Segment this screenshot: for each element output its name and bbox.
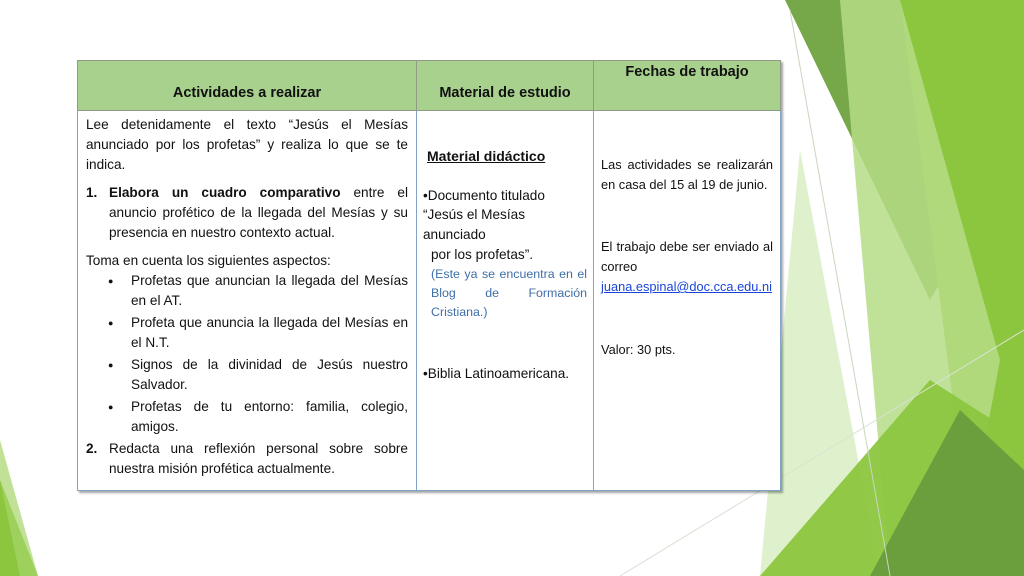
activities-cell	[78, 111, 417, 491]
activity-item-2	[86, 439, 408, 479]
dates-schedule: Las actividades se realizarán en casa del 15 al 19 de junio.	[601, 157, 773, 192]
material-doc-line-2: “Jesús el Mesías anunciado	[423, 207, 525, 242]
aspects-list	[86, 271, 408, 437]
material-doc-line-3: por los profetas”.	[431, 247, 533, 262]
activity-item-2-text: Redacta una reflexión personal sobre sobre nuestra misión profética actualmente.	[109, 441, 408, 476]
activities-intro: Lee detenidamente el texto “Jesús el Mesías anunciado por los profetas” y realiza lo que se te indica.	[86, 117, 408, 172]
aspect-item: ● Profetas de tu entorno: familia, colegio, amigos.	[86, 397, 408, 437]
activity-item-1-bold: Elabora un cuadro comparativo	[109, 185, 341, 200]
table-row	[78, 111, 781, 491]
table-header-row	[78, 61, 781, 111]
material-title: Material didáctico	[427, 148, 546, 164]
email-link[interactable]: juana.espinal@doc.cca.edu.ni	[601, 279, 772, 294]
aspect-item: ● Profeta que anuncia la llegada del Mesías en el N.T.	[86, 313, 408, 353]
activity-item-1-text: entre el anuncio profético de la llegada del Mesías y su presencia en nuestro contexto actual.	[109, 185, 409, 240]
activity-item-2-number: 2.	[86, 441, 98, 456]
material-note: (Este ya se encuentra en el Blog de Formación Cristiana.)	[431, 267, 587, 319]
dates-cell	[594, 111, 781, 491]
material-cell	[417, 111, 594, 491]
activity-item-1-number: 1.	[86, 185, 98, 200]
activity-item-1	[86, 183, 408, 243]
dates-send: El trabajo debe ser enviado al correo	[601, 239, 773, 274]
header-dates: Fechas de trabajo	[594, 61, 781, 111]
aspect-item: ● Profetas que anuncian la llegada del Mesías en el AT.	[86, 271, 408, 311]
header-activities: Actividades a realizar	[78, 61, 417, 111]
activities-table	[77, 60, 781, 491]
header-material: Material de estudio	[417, 61, 594, 111]
material-doc-line-1: •Documento titulado	[423, 188, 545, 203]
aspects-intro: Toma en cuenta los siguientes aspectos:	[86, 253, 331, 268]
dates-value: Valor: 30 pts.	[601, 342, 676, 357]
aspect-item: ● Signos de la divinidad de Jesús nuestro Salvador.	[86, 355, 408, 395]
material-bible: •Biblia Latinoamericana.	[423, 366, 570, 381]
